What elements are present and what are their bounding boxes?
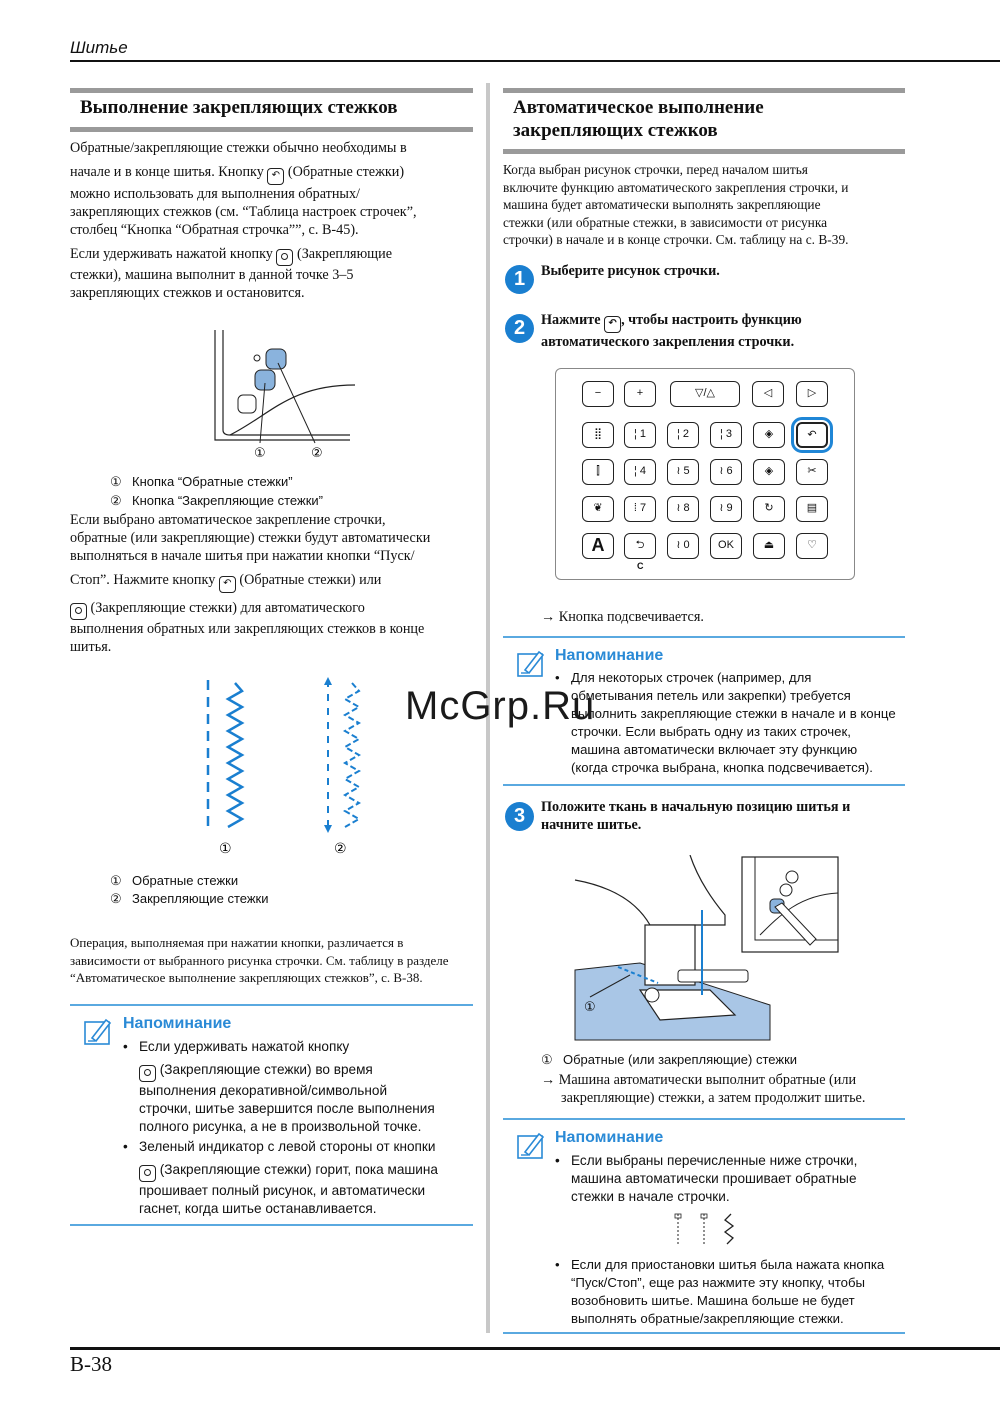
mirror-button[interactable]: ◈	[753, 459, 785, 485]
reinforcement-stitch-icon	[70, 603, 87, 620]
ok-button[interactable]: OK	[710, 533, 742, 559]
indicator-light-icon	[254, 355, 260, 361]
step-2-text: Нажмите ↶ , чтобы настроить функцию автоматического закрепления строчки.	[541, 312, 802, 350]
reverse-stitch-icon: ↶	[604, 316, 621, 333]
reverse-stitch-zigzag	[228, 683, 242, 827]
buttonhole-button[interactable]: ⫿	[582, 459, 614, 485]
memory-button[interactable]: ◈	[753, 422, 785, 448]
key-5-button[interactable]: ≀ 5	[667, 459, 699, 485]
key-2-button[interactable]: ¦ 2	[667, 422, 699, 448]
page-number: B-38	[70, 1352, 112, 1376]
watermark: McGrp.Ru	[405, 684, 596, 728]
header-rule	[70, 60, 1000, 62]
reinforcement-stitch-icon	[139, 1065, 156, 1082]
buttons-diagram	[190, 325, 370, 465]
operation-panel	[555, 368, 855, 580]
right-arrow-button[interactable]: ▷	[796, 381, 828, 407]
character-button[interactable]: ♡	[796, 533, 828, 559]
clear-button[interactable]: ⮌	[624, 533, 656, 559]
stitches-diagram	[190, 675, 370, 860]
callout-1: ①	[219, 841, 232, 857]
key-9-button[interactable]: ≀ 9	[710, 496, 742, 522]
thread-cutter-button[interactable]: ✂	[796, 459, 828, 485]
step-3-number: 3	[505, 802, 534, 831]
note-bullet-1: • Если выбраны перечисленные ниже строчки, машина автоматически прошивает обратные стежки в начале строчки.	[555, 1153, 858, 1204]
callout-2: ②	[334, 841, 347, 857]
key-8-button[interactable]: ≀ 8	[667, 496, 699, 522]
note-pencil-icon	[84, 1016, 114, 1046]
clear-label: C	[637, 561, 644, 571]
footer-rule	[70, 1347, 1000, 1350]
key-4-button[interactable]: ¦ 4	[624, 459, 656, 485]
callout-1: ①	[254, 446, 266, 461]
left-heading	[70, 88, 473, 132]
callout-2: ②	[311, 446, 323, 461]
note-bullet-1: • Если удерживать нажатой кнопку (Закрепляющие стежки) во время выполнения декоративной/символьной строчки, шитье завершится после выполнения полного рисунка, а не в произвольной точке.	[123, 1039, 435, 1134]
left-note	[70, 1004, 473, 1226]
step-3-text: Положите ткань в начальную позицию шитья и начните шитье.	[541, 799, 851, 833]
note-bullet-2: • Зеленый индикатор с левой стороны от кнопки (Закрепляющие стежки) горит, пока машина прошивает полный рисунок, и автоматически гаснет, когда шитье останавливается.	[123, 1139, 438, 1216]
note-pencil-icon	[517, 1130, 547, 1160]
step-2-number: 2	[505, 314, 534, 343]
callout-1: ①	[584, 1000, 596, 1015]
note-title: Напоминание	[555, 1129, 664, 1146]
note-pencil-icon	[517, 648, 547, 678]
key-3-button[interactable]: ¦ 3	[710, 422, 742, 448]
utility-stitch-button[interactable]: ⣿	[582, 422, 614, 448]
step-1-text: Выберите рисунок строчки.	[541, 263, 720, 279]
left-paragraph-4: Операция, выполняемая при нажатии кнопки, различается в зависимости от выбранного рисунка строчки. См. таблицу в разделе “Автоматическое выполнение закрепляющих стежков”, с. B-38.	[70, 935, 449, 985]
note-bullet-1: • Для некоторых строчек (например, для обметывания петель или закрепки) требуется выполнить закрепляющие стежки в начале и в конце строчки. Если выбрать одну из таких строчек, машина автоматически включает эту функцию (когда строчка выбрана, кнопка подсвечивается).	[555, 670, 896, 775]
decorative-button[interactable]: ❦	[582, 496, 614, 522]
reverse-stitch-icon: ↶	[219, 576, 236, 593]
left-paragraph-1: Обратные/закрепляющие стежки обычно необходимы в начале и в конце шитья. Кнопку ↶ (Обратные стежки) можно использовать для выполнения обратных/ закрепляющих стежков (см. “Таблица настроек строчек”, столбец “Кнопка “Обратная строчка””, с. B-45).	[70, 140, 417, 238]
key-0-button[interactable]: ≀ 0	[667, 533, 699, 559]
reinforcement-stitch-icon	[276, 249, 293, 266]
save-button[interactable]: ⏏	[753, 533, 785, 559]
reverse-stitch-icon: ↶	[267, 168, 284, 185]
right-note-2	[503, 1118, 905, 1334]
stitch-symbols-icon	[671, 1212, 741, 1248]
key-1-button[interactable]: ¦ 1	[624, 422, 656, 448]
reinforcement-stitch-icon	[139, 1165, 156, 1182]
fig2-caption-2: ② Закрепляющие стежки	[110, 891, 269, 906]
fig3-caption: ① Обратные (или закрепляющие) стежки	[541, 1052, 798, 1067]
left-heading-text: Выполнение закрепляющих стежков	[80, 97, 398, 118]
left-arrow-button[interactable]: ◁	[752, 381, 784, 407]
reverse-button-shape	[266, 349, 286, 369]
result-2: → Машина автоматически выполнит обратные (или закрепляющие) стежки, а затем продолжит шитье.	[541, 1072, 866, 1106]
note-title: Напоминание	[123, 1015, 232, 1032]
width-plus-button[interactable]: +	[624, 381, 656, 407]
left-paragraph-3: Если выбрано автоматическое закрепление строчки, обратные (или закрепляющие) стежки будут автоматически выполняться в начале шитья при нажатии кнопки “Пуск/ Стоп”. Нажмите кнопку ↶ (Обратные стежки) или (Закрепляющие стежки) для автоматического выполнения обратных или закрепляющих стежков в конце шитья.	[70, 512, 431, 655]
step-1-number: 1	[505, 265, 534, 294]
sewing-illustration	[570, 855, 870, 1045]
fig1-caption-1: ① Кнопка “Обратные стежки”	[110, 474, 293, 489]
result-1: → Кнопка подсвечивается.	[541, 609, 704, 625]
right-intro: Когда выбран рисунок строчки, перед началом шитья включите функцию автоматического закрепления строчки, и машина будет автоматически выполнять закрепляющие стежки (или обратные стежки, в зависимости от рисунка строчки) в начале и в конце строчки. См. таблицу на с. B-39.	[503, 162, 849, 247]
fig1-caption-2: ② Кнопка “Закрепляющие стежки”	[110, 493, 323, 508]
fig2-caption-1: ① Обратные стежки	[110, 873, 239, 888]
note-title: Напоминание	[555, 647, 664, 664]
key-6-button[interactable]: ≀ 6	[710, 459, 742, 485]
key-7-button[interactable]: ⁞ 7	[624, 496, 656, 522]
alphabet-button[interactable]: A	[582, 533, 614, 559]
reinforcement-stitch-zigzag	[345, 683, 359, 827]
note-bullet-2: • Если для приостановки шитья была нажата кнопка “Пуск/Стоп”, еще раз нажмите эту кнопку, чтобы возобновить шитье. Машина больше не будет выполнять обратные/закрепляющие стежки.	[555, 1257, 885, 1326]
left-paragraph-2: Если удерживать нажатой кнопку (Закрепляющие стежки), машина выполнит в данной точке 3–5 закрепляющих стежков и остановится.	[70, 246, 392, 301]
section-header: Шитье	[70, 38, 128, 57]
auto-reinforcement-button[interactable]: ↶	[796, 422, 828, 448]
right-heading: Автоматическое выполнение закрепляющих стежков	[503, 88, 905, 154]
auto-presser-button[interactable]: ↻	[753, 496, 785, 522]
width-minus-button[interactable]: −	[582, 381, 614, 407]
length-button[interactable]: ▽/△	[670, 381, 740, 407]
memory-list-button[interactable]: ▤	[796, 496, 828, 522]
